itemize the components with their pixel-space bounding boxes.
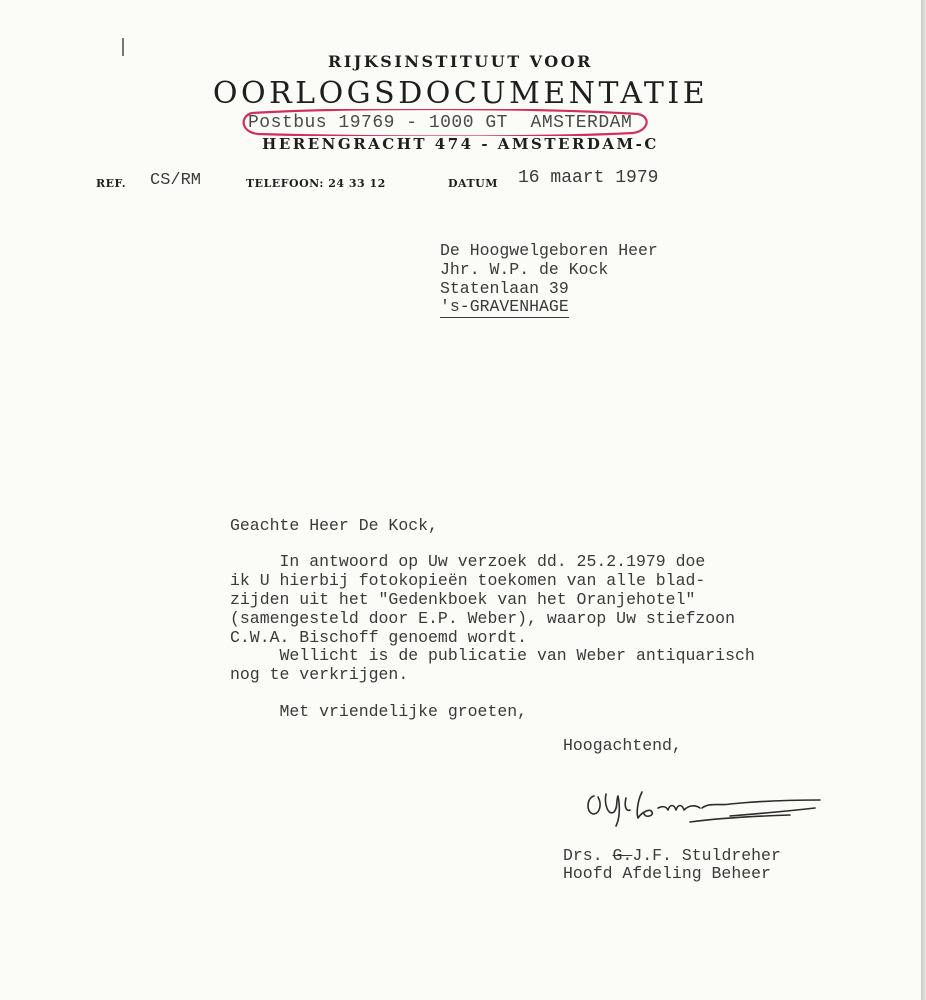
street-address: HERENGRACHT 474 - AMSTERDAM-C (262, 135, 659, 153)
body-line-2: ik U hierbij fotokopieën toekomen van alle blad- (230, 571, 706, 590)
recipient-line1: De Hoogwelgeboren Heer (440, 241, 658, 260)
handwritten-signature (580, 782, 830, 837)
recipient-line3: Statenlaan 39 (440, 279, 569, 298)
signatory-struck-initial: G. (612, 846, 633, 865)
body-line-6: Wellicht is de publicatie van Weber antiquarisch (230, 646, 755, 665)
signatory-name (563, 846, 781, 865)
ref-value: CS/RM (150, 171, 202, 190)
closing: Hoogachtend, (563, 736, 682, 755)
signatory-prefix: Drs. (563, 846, 613, 865)
signatory-title: Hoofd Afdeling Beheer (563, 864, 771, 883)
phone-label: TELEFOON: 24 33 12 (246, 177, 386, 190)
institute-name-line2: OORLOGSDOCUMENTATIE (212, 76, 709, 111)
ref-label: REF. (96, 177, 127, 190)
body-line-1: In antwoord op Uw verzoek dd. 25.2.1979 doe (230, 552, 706, 571)
body-line-4: (samengesteld door E.P. Weber), waarop Uw stiefzoon (230, 609, 735, 628)
page-edge (921, 0, 926, 1000)
institute-name-line1: RIJKSINSTITUUT VOOR (328, 52, 593, 71)
date-value: 16 maart 1979 (518, 168, 659, 188)
body-line-7: nog te verkrijgen. (230, 665, 409, 684)
recipient-line2: Jhr. W.P. de Kock (440, 260, 609, 279)
postbus-stamp: Postbus 19769 - 1000 GT AMSTERDAM (248, 113, 633, 133)
date-label: DATUM (448, 177, 498, 190)
salutation: Geachte Heer De Kock, (230, 516, 438, 535)
recipient-city: 's-GRAVENHAGE (440, 297, 569, 316)
body-line-5: C.W.A. Bischoff genoemd wordt. (230, 628, 528, 647)
body-line-3: zijden uit het "Gedenkboek van het Oranjehotel" (230, 590, 696, 609)
greeting: Met vriendelijke groeten, (230, 702, 528, 721)
signatory-name-rest: J.F. Stuldreher (632, 846, 781, 865)
